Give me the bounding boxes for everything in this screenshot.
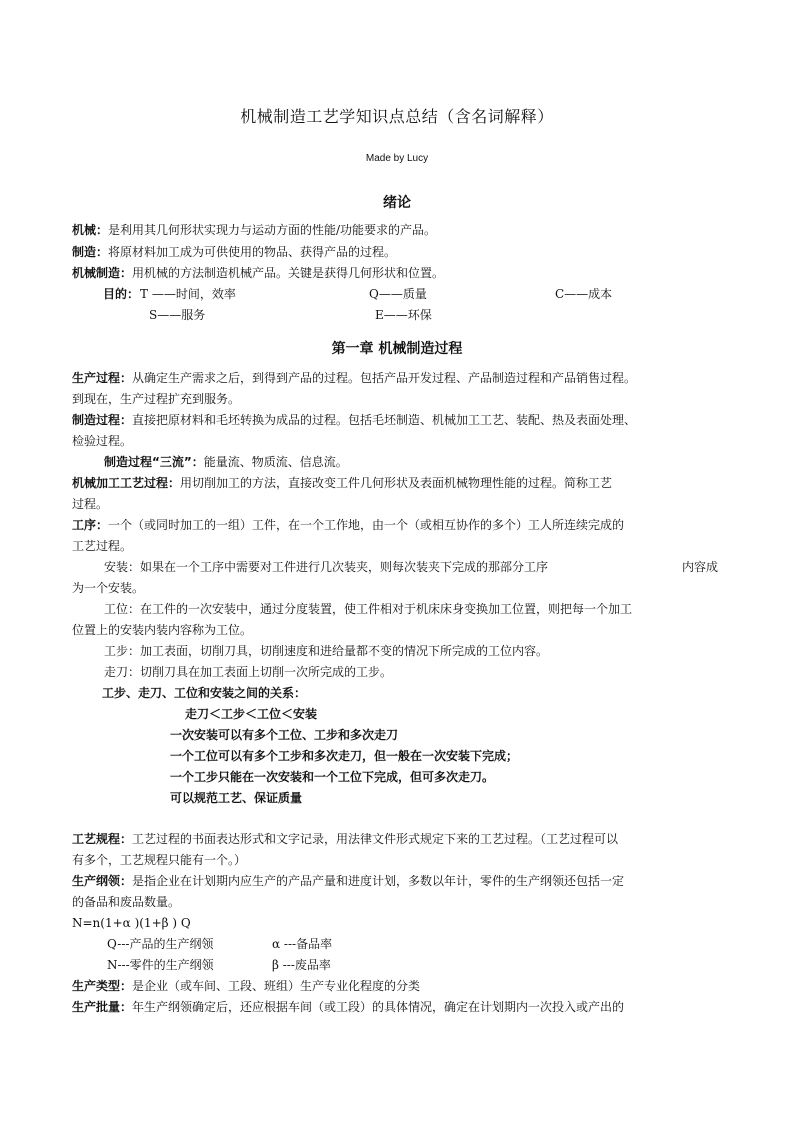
formula-beta: β ---废品率 [272,958,331,972]
definition-operation [72,515,732,535]
definition: 能量流、物质流、信息流。 [203,455,348,469]
definition: 是利用其几何形状实现力与运动方面的性能/功能要求的产品。 [108,223,437,237]
term: 制造： [72,245,109,259]
relation-title: 工步、走刀、工位和安装之间的关系： [102,686,307,700]
term: 工序： [72,518,109,532]
term: 工艺规程： [72,832,133,846]
term: 生产批量： [72,1000,133,1014]
relation-line-2: 一次安装可以有多个工位、工步和多次走刀 [170,728,399,742]
definition: 用切削加工的方法，直接改变工件几何形状及表面机械物理性能的过程。简称工艺 [180,476,613,490]
definition: 用机械的方法制造机械产品。关键是获得几何形状和位置。 [132,266,445,280]
definition-production-type [72,976,732,996]
chapter-heading-1: 第一章 机械制造过程 [331,341,463,357]
formula-q: Q---产品的生产纲领 [107,937,214,951]
formula-n: N---零件的生产纲领 [107,958,214,972]
definition-production-batch [72,997,732,1017]
term: 机械制造： [72,266,133,280]
definition: 一个（或同时加工的一组）工件，在一个工作地，由一个（或相互协作的多个）工人所连续完成的 [108,518,625,532]
definition-program-cont: 的备品和废品数量。 [72,895,181,909]
definition-production-cont: 到现在，生产过程扩充到服务。 [72,392,241,406]
definition-mfg-process [72,410,732,430]
definition-manufacture [72,242,732,262]
term: 制造过程“三流”： [104,455,204,469]
definition: 在工件的一次安装中，通过分度装置，使工件相对于机床床身变换加工位置，则把每一个加工 [140,602,633,616]
definition-position-cont: 位置上的安装内装内容称为工位。 [72,623,253,637]
definition: 切削刀具在加工表面上切削一次所完成的工步。 [140,665,393,679]
term: 生产过程： [72,371,133,385]
term: 生产类型： [72,979,133,993]
term: 安装： [104,560,141,574]
relation-line-1: 走刀＜工步＜工位＜安装 [185,707,318,721]
relation-line-3: 一个工位可以有多个工步和多次走刀，但一般在一次安装下完成； [170,749,519,763]
term: 机械加工工艺过程： [72,476,181,490]
formula: N=n(1+α )(1+β ) Q [72,916,191,930]
definition: 如果在一个工序中需要对工件进行几次装夹，则每次装夹下完成的那部分工序 [140,560,549,574]
definition-machine [72,220,732,240]
term: 走刀： [104,665,141,679]
definition-position [104,599,734,619]
definition-operation-cont: 工艺过程。 [72,539,133,553]
definition-mfg-process-cont: 检验过程。 [72,434,133,448]
definition-step [104,641,734,661]
goal-quality: Q——质量 [369,287,427,301]
relation-line-4: 一个工步只能在一次安装和一个工位下完成，但可多次走刀。 [170,770,495,784]
definition: 是指企业在计划期内应生产的产品产量和进度计划，多数以年计，零件的生产纲领还包括一定 [132,874,625,888]
definition: 直接把原材料和毛坯转换为成品的过程。包括毛坯制造、机械加工工艺、装配、热及表面处理、 [132,413,637,427]
definition-program [72,871,732,891]
term: 制造过程： [72,413,133,427]
goal-service: S——服务 [149,308,206,322]
term: 生产纲领： [72,874,133,888]
goal-label: 目的： [103,287,140,301]
definition-procedure [72,829,732,849]
document-title: 机械制造工艺学知识点总结（含名词解释） [240,107,554,126]
definition: 将原材料加工成为可供使用的物品、获得产品的过程。 [108,245,397,259]
definition: 年生产纲领确定后，还应根据车间（或工段）的具体情况，确定在计划期内一次投入或产出的 [132,1000,625,1014]
definition-procedure-cont: 有多个，工艺规程只能有一个。） [72,853,247,867]
definition-production [72,368,732,388]
definition-setup-tail: 内容成 [682,560,719,574]
definition: 加工表面，切削刀具，切削速度和进给量都不变的情况下所完成的工位内容。 [140,644,549,658]
definition-pass [104,662,734,682]
goal-environment: E——环保 [375,308,432,322]
term: 工步： [104,644,141,658]
definition-setup-cont: 为一个安装。 [72,581,145,595]
definition: 工艺过程的书面表达形式和文字记录，用法律文件形式规定下来的工艺过程。（工艺过程可以 [132,832,619,846]
definition-three-flows [104,452,764,472]
section-heading-intro: 绪论 [383,195,411,211]
definition-mech-manufacture [72,263,732,283]
definition-machining-cont: 过程。 [72,497,109,511]
definition-setup [104,557,734,577]
definition-machining [72,473,732,493]
term: 机械： [72,223,109,237]
relation-line-5: 可以规范工艺、保证质量 [170,791,303,805]
author-line: Made by Lucy [365,153,429,164]
goal-time: T ——时间，效率 [140,287,236,301]
definition: 从确定生产需求之后，到得到产品的过程。包括产品开发过程、产品制造过程和产品销售过程。 [132,371,637,385]
goal-cost: C——成本 [555,287,613,301]
formula-alpha: α ---备品率 [272,937,333,951]
term: 工位： [104,602,141,616]
definition: 是企业（或车间、工段、班组）生产专业化程度的分类 [132,979,421,993]
